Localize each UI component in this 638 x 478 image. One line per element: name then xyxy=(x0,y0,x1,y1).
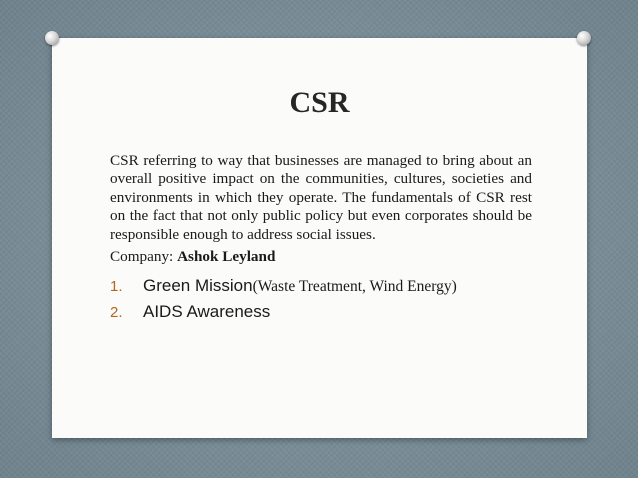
list-item xyxy=(110,302,457,328)
pushpin-icon xyxy=(45,31,59,45)
company-name: Ashok Leyland xyxy=(177,248,276,265)
list-number: 1. xyxy=(110,278,123,295)
slide-paper xyxy=(52,38,587,438)
list-item-title: Green Mission xyxy=(143,276,253,295)
list-item xyxy=(110,276,457,302)
body-paragraph: CSR referring to way that businesses are managed to bring about an overall positive impact on the communities, cultures, societies and environments in which they operate. The fundamentals of CSR rest on the fact that not only public policy but even corporates should be responsible enough to address social issues. xyxy=(110,152,532,243)
list-item-detail: (Waste Treatment, Wind Energy) xyxy=(252,278,457,295)
initiative-list xyxy=(110,276,457,328)
pushpin-icon xyxy=(577,31,591,45)
company-line xyxy=(110,248,275,266)
company-label: Company: xyxy=(110,248,178,265)
list-number: 2. xyxy=(110,304,123,321)
list-item-title: AIDS Awareness xyxy=(143,302,271,321)
slide-title: CSR xyxy=(289,86,350,119)
